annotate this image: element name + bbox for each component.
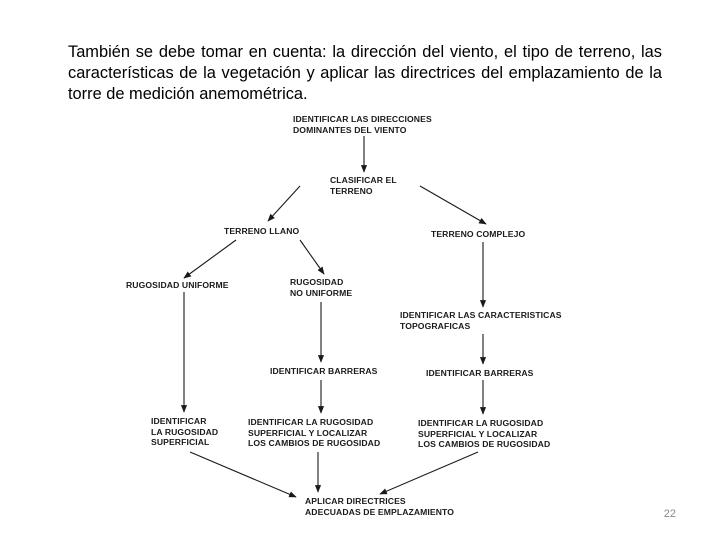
arrow-rugosidad-to-aplicar — [190, 452, 296, 497]
node-terreno-complejo: TERRENO COMPLEJO — [431, 229, 526, 239]
node-identificar-caracteristicas: IDENTIFICAR LAS CARACTERISTICAS TOPOGRAFICAS — [400, 310, 562, 331]
arrow-clasificar-to-llano — [268, 186, 300, 221]
node-rugosidad-cambios-llano: IDENTIFICAR LA RUGOSIDAD SUPERFICIAL Y LOCALIZAR LOS CAMBIOS DE RUGOSIDAD — [248, 417, 381, 448]
arrow-rugosidad-2-to-aplicar — [380, 452, 478, 494]
node-rugosidad-cambios-complejo: IDENTIFICAR LA RUGOSIDAD SUPERFICIAL Y LOCALIZAR LOS CAMBIOS DE RUGOSIDAD — [418, 418, 551, 449]
node-clasificar-terreno: CLASIFICAR EL TERRENO — [330, 175, 397, 196]
node-identificar-barreras-llano: IDENTIFICAR BARRERAS — [270, 366, 378, 376]
node-identificar-direcciones: IDENTIFICAR LAS DIRECCIONES DOMINANTES DEL VIENTO — [293, 114, 432, 135]
arrow-llano-to-no-uniforme — [300, 240, 324, 274]
node-rugosidad-uniforme: RUGOSIDAD UNIFORME — [126, 280, 229, 290]
node-terreno-llano: TERRENO LLANO — [224, 226, 300, 236]
node-identificar-barreras-complejo: IDENTIFICAR BARRERAS — [426, 368, 534, 378]
arrow-clasificar-to-complejo — [420, 186, 486, 224]
intro-paragraph: También se debe tomar en cuenta: la dirección del viento, el tipo de terreno, las características de la vegetación y aplicar las directrices del emplazamiento de la torre de medición anemométrica. — [68, 43, 662, 104]
node-rugosidad-no-uniforme: RUGOSIDAD NO UNIFORME — [290, 277, 353, 298]
arrow-llano-to-uniforme — [184, 240, 236, 278]
page-number: 22 — [663, 508, 676, 520]
node-identificar-rugosidad-superficial: IDENTIFICAR LA RUGOSIDAD SUPERFICIAL — [151, 416, 219, 447]
node-aplicar-directrices: APLICAR DIRECTRICES ADECUADAS DE EMPLAZAMIENTO — [305, 496, 455, 517]
